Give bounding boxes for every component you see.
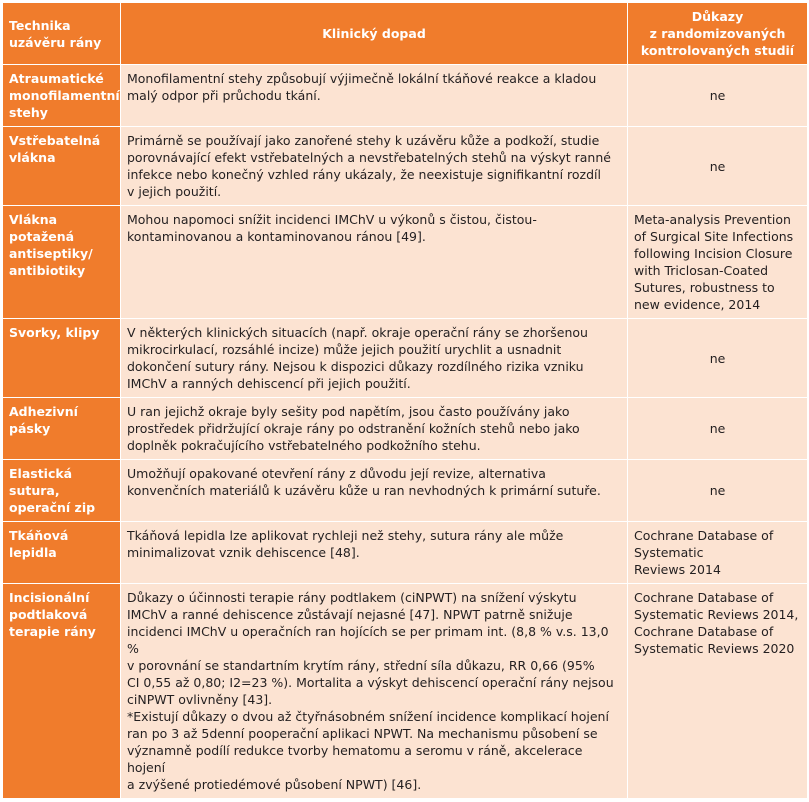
technique-cell <box>3 584 121 799</box>
evidence-cell-line: Systematic Reviews 2014, <box>634 607 799 622</box>
impact-cell-line: mikrocirkulací, rozsáhlé incize) může jejich použití urychlit a usnadnit <box>127 342 562 357</box>
evidence-cell-line: ne <box>709 421 726 436</box>
evidence-cell <box>628 65 808 127</box>
impact-cell-line: incidenci IMChV u operačních ran hojících se per primam int. (8,8 % v.s. 13,0 % <box>127 624 609 656</box>
technique-cell-line: Vlákna <box>9 212 58 227</box>
impact-cell-line: U ran jejichž okraje byly sešity pod napětím, jsou často používány jako <box>127 404 570 419</box>
impact-cell-line: Umožňují opakované otevření rány z důvodu její revize, alternativa <box>127 466 546 481</box>
impact-cell-line: Monofilamentní stehy způsobují výjimečně lokální tkáňové reakce a kladou <box>127 71 597 86</box>
technique-cell <box>3 127 121 206</box>
impact-cell <box>121 206 628 319</box>
impact-cell-line: dokončení sutury rány. Nejsou k dispozici důkazy rozdílného rizika vzniku <box>127 359 584 374</box>
evidence-cell-line: Cochrane Database of <box>634 624 774 639</box>
technique-cell <box>3 319 121 398</box>
table-row <box>3 127 808 206</box>
impact-cell-line: V některých klinických situacích (např. okraje operační rány se zhoršenou <box>127 325 588 340</box>
evidence-cell <box>628 584 808 799</box>
impact-cell-line: konvenčních materiálů k uzávěru kůže u ran nevhodných k primární sutuře. <box>127 483 601 498</box>
technique-cell-line: antibiotiky <box>9 263 86 278</box>
table-row <box>3 460 808 522</box>
technique-cell <box>3 460 121 522</box>
header-evidence: Důkazy z randomizovaných kontrolovaných studií <box>628 3 808 65</box>
impact-cell-line: kontaminovanou a kontaminovanou ránou [49]. <box>127 229 426 244</box>
impact-cell-line: malý odpor při průchodu tkání. <box>127 88 321 103</box>
impact-cell-line: minimalizovat vznik dehiscence [48]. <box>127 545 360 560</box>
evidence-cell-line: ne <box>709 483 726 498</box>
technique-cell-line: Tkáňová lepidla <box>9 528 69 560</box>
table-row <box>3 65 808 127</box>
impact-cell-line: Důkazy o účinnosti terapie rány podtlakem (ciNPWT) na snížení výskytu <box>127 590 577 605</box>
evidence-cell-line: Systematic Reviews 2020 <box>634 641 795 656</box>
impact-cell-line: ciNPWT ovlivněny [43]. <box>127 692 273 707</box>
impact-cell <box>121 522 628 584</box>
technique-cell-line: podtlaková <box>9 607 88 622</box>
impact-cell-line: IMChV a ranné dehiscence zůstávají nejasné [47]. NPWT patrně snižuje <box>127 607 573 622</box>
impact-cell <box>121 584 628 799</box>
impact-cell-line: v jejich použití. <box>127 184 222 199</box>
impact-cell-line: Mohou napomoci snížit incidenci IMChV u výkonů s čistou, čistou- <box>127 212 537 227</box>
impact-cell-line: porovnávající efekt vstřebatelných a nevstřebatelných stehů na výskyt ranné <box>127 150 611 165</box>
technique-cell-line: operační zip <box>9 500 96 515</box>
technique-cell-line: Svorky, klipy <box>9 325 100 340</box>
evidence-cell-line: Meta-analysis Prevention <box>634 212 791 227</box>
impact-cell-line: prostředek přidržující okraje rány po odstranění kožních stehů nebo jako <box>127 421 580 436</box>
header-clinical-impact: Klinický dopad <box>121 3 628 65</box>
technique-cell-line: Incisionální <box>9 590 90 605</box>
impact-cell <box>121 319 628 398</box>
impact-cell-line: v porovnání se standartním krytím rány, střední síla důkazu, RR 0,66 (95% <box>127 658 595 673</box>
impact-cell-line: infekce nebo konečný vzhled rány ukázaly, že neexistuje signifikantní rozdíl <box>127 167 601 182</box>
wound-closure-table <box>2 2 808 799</box>
impact-cell <box>121 127 628 206</box>
evidence-cell <box>628 206 808 319</box>
impact-cell <box>121 398 628 460</box>
evidence-cell <box>628 319 808 398</box>
impact-cell-line: *Existují důkazy o dvou až čtyřnásobném snížení incidence komplikací hojení <box>127 709 609 724</box>
technique-cell <box>3 522 121 584</box>
technique-cell <box>3 206 121 319</box>
impact-cell-line: ran po 3 až 5denní pooperační aplikaci NPWT. Na mechanismu působení se <box>127 726 598 741</box>
header-technique: Technika uzávěru rány <box>3 3 121 65</box>
evidence-cell-line: new evidence, 2014 <box>634 297 761 312</box>
technique-cell-line: monofilamentní <box>9 88 120 103</box>
impact-cell-line: Primárně se používají jako zanořené stehy k uzávěru kůže a podkoží, studie <box>127 133 600 148</box>
evidence-cell-line: of Surgical Site Infections <box>634 229 794 244</box>
impact-cell-line: a zvýšené protiedémové působení NPWT) [46]. <box>127 777 422 792</box>
technique-cell-line: Adhezivní pásky <box>9 404 78 436</box>
table-row <box>3 319 808 398</box>
technique-cell-line: stehy <box>9 105 48 120</box>
evidence-cell <box>628 460 808 522</box>
table-row <box>3 206 808 319</box>
technique-cell-line: Vstřebatelná <box>9 133 101 148</box>
technique-cell-line: Atraumatické <box>9 71 104 86</box>
evidence-cell-line: Sutures, robustness to <box>634 280 775 295</box>
evidence-cell <box>628 127 808 206</box>
evidence-cell <box>628 398 808 460</box>
evidence-cell-line: Cochrane Database of <box>634 528 774 543</box>
technique-cell-line: vlákna <box>9 150 56 165</box>
evidence-cell-line: ne <box>709 88 726 103</box>
table-row <box>3 584 808 799</box>
technique-cell-line: terapie rány <box>9 624 96 639</box>
impact-cell-line: doplněk pokračujícího vstřebatelného podkožního stehu. <box>127 438 481 453</box>
header-row <box>3 3 808 65</box>
evidence-cell-line: Cochrane Database of <box>634 590 774 605</box>
technique-cell-line: Elastická sutura, <box>9 466 73 498</box>
evidence-cell-line: following Incision Closure <box>634 246 793 261</box>
evidence-cell-line: with Triclosan-Coated <box>634 263 769 278</box>
evidence-cell-line: ne <box>709 350 726 366</box>
table-row <box>3 522 808 584</box>
impact-cell-line: Tkáňová lepidla lze aplikovat rychleji než stehy, sutura rány ale může <box>127 528 564 543</box>
impact-cell-line: významně podílí redukce tvorby hematomu a seromu v ráně, akcelerace hojení <box>127 743 583 775</box>
technique-cell <box>3 398 121 460</box>
evidence-cell <box>628 522 808 584</box>
technique-cell-line: potažená <box>9 229 75 244</box>
evidence-cell-line: ne <box>709 158 726 174</box>
impact-cell-line: CI 0,55 až 0,80; I2=23 %). Mortalita a výskyt dehiscencí operační rány nejsou <box>127 675 614 690</box>
table-row <box>3 398 808 460</box>
technique-cell <box>3 65 121 127</box>
impact-cell <box>121 65 628 127</box>
technique-cell-line: antiseptiky/ <box>9 246 93 261</box>
evidence-cell-line: Reviews 2014 <box>634 562 721 577</box>
impact-cell-line: IMChV a ranných dehiscencí při jejich použití. <box>127 376 411 391</box>
evidence-cell-line: Systematic <box>634 545 704 560</box>
impact-cell <box>121 460 628 522</box>
